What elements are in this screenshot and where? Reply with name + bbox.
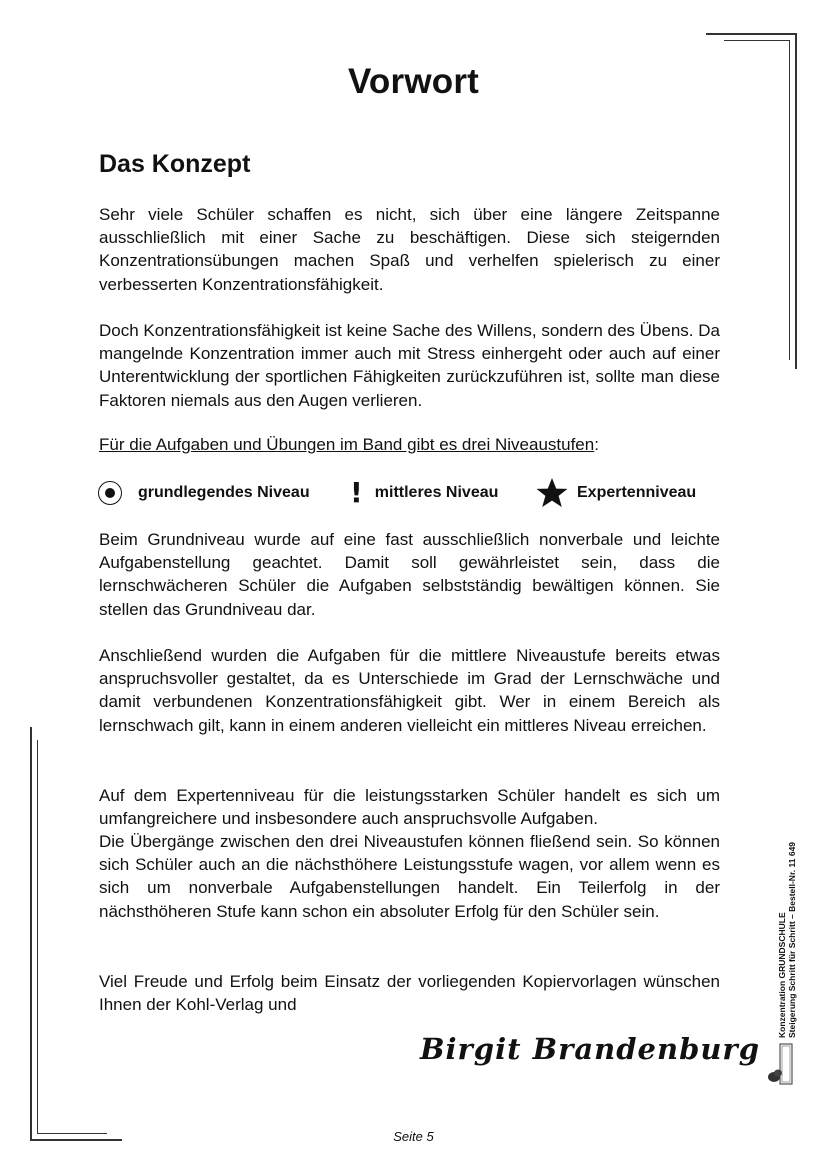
frame-line-left-inner: [37, 740, 38, 1134]
paragraph-closing: Viel Freude und Erfolg beim Einsatz der vorliegenden Kopiervorlagen wünschen Ihnen der Kohl-Verlag und: [99, 972, 720, 1015]
level-medium-label: mittleres Niveau: [374, 484, 499, 501]
levels-heading-colon: :: [594, 435, 599, 454]
paragraph-transitions: Die Übergänge zwischen den drei Niveaustufen können fließend sein. So können sich Schüler auch an die nächsthöhere Leistungsstufe wagen, vor allem wenn es sich um nonverbale Aufgabenstellungen handelt. Ein Teilerfolg in der nächsthöheren Stufe kann schon ein absoluter Erfolg für den Schüler sein.: [99, 832, 720, 921]
exclamation-icon: !: [350, 476, 363, 509]
side-text-line1: Konzentration GRUNDSCHULE: [777, 912, 787, 1038]
side-publisher-text: [777, 718, 797, 1038]
page-title: Vorwort: [347, 62, 480, 101]
frame-line-left: [30, 727, 32, 1140]
side-text-line2: Steigerung Schritt für Schritt – Bestell-Nr. 11 649: [787, 841, 797, 1038]
paragraph-intro: Sehr viele Schüler schaffen es nicht, sich über eine längere Zeitspanne ausschließlich mit einer Sache zu beschäftigen. Diese sich steigernden Konzentrationsübungen machen Spaß und verhelfen spielerisch zu einer verbesserten Konzentrationsfähigkeit.: [99, 205, 720, 294]
levels-heading-text: Für die Aufgaben und Übungen im Band gibt es drei Niveaustufen: [99, 435, 595, 454]
paragraph-basic-level: Beim Grundniveau wurde auf eine fast ausschließlich nonverbale und leichte Aufgabenstellung geachtet. Damit soll gewährleistet sein, dass die lernschwächeren Schüler die Aufgaben selbstständig bewältigen können. Sie stellen das Grundniveau dar.: [99, 530, 720, 619]
level-basic: [98, 476, 310, 510]
level-medium: [350, 476, 498, 510]
section-title: Das Konzept: [99, 150, 251, 178]
frame-line-top-right: [706, 33, 796, 35]
signature: Birgit Brandenburg: [420, 1032, 760, 1066]
levels-heading: [99, 435, 599, 455]
paragraph-expert-level: Auf dem Expertenniveau für die leistungsstarken Schüler handelt es sich um umfangreichere und insbesondere auch anspruchsvolle Aufgaben.: [99, 786, 720, 829]
target-circle-icon: [98, 481, 122, 505]
star-icon: [536, 477, 568, 509]
level-basic-label: grundlegendes Niveau: [138, 484, 310, 501]
page-number: Seite 5: [393, 1129, 434, 1144]
paragraph-concentration: Doch Konzentrationsfähigkeit ist keine Sache des Willens, sondern des Übens. Da mangelnde Konzentration immer auch mit Stress einhergeht oder auch auf einer Unterentwicklung der sportlichen Fähigkeiten zurückzuführen ist, sollte man diese Faktoren niemals aus den Augen verlieren.: [99, 321, 720, 410]
paragraph-medium-level: Anschließend wurden die Aufgaben für die mittlere Niveaustufe bereits etwas anspruchsvoller gestaltet, da es Unterschiede im Grad der Lernschwäche und damit verbundenen Konzentrationsfähigkeit gibt. Wer in einem Bereich als lernschwach gilt, kann in einem anderen vielleicht ein mittleres Niveau erreichen.: [99, 646, 720, 735]
level-expert-label: Expertenniveau: [577, 484, 697, 501]
publisher-logo-icon: [766, 1030, 796, 1090]
level-expert: [536, 476, 696, 510]
frame-line-top-right-inner: [724, 40, 790, 41]
level-legend: [98, 476, 738, 510]
